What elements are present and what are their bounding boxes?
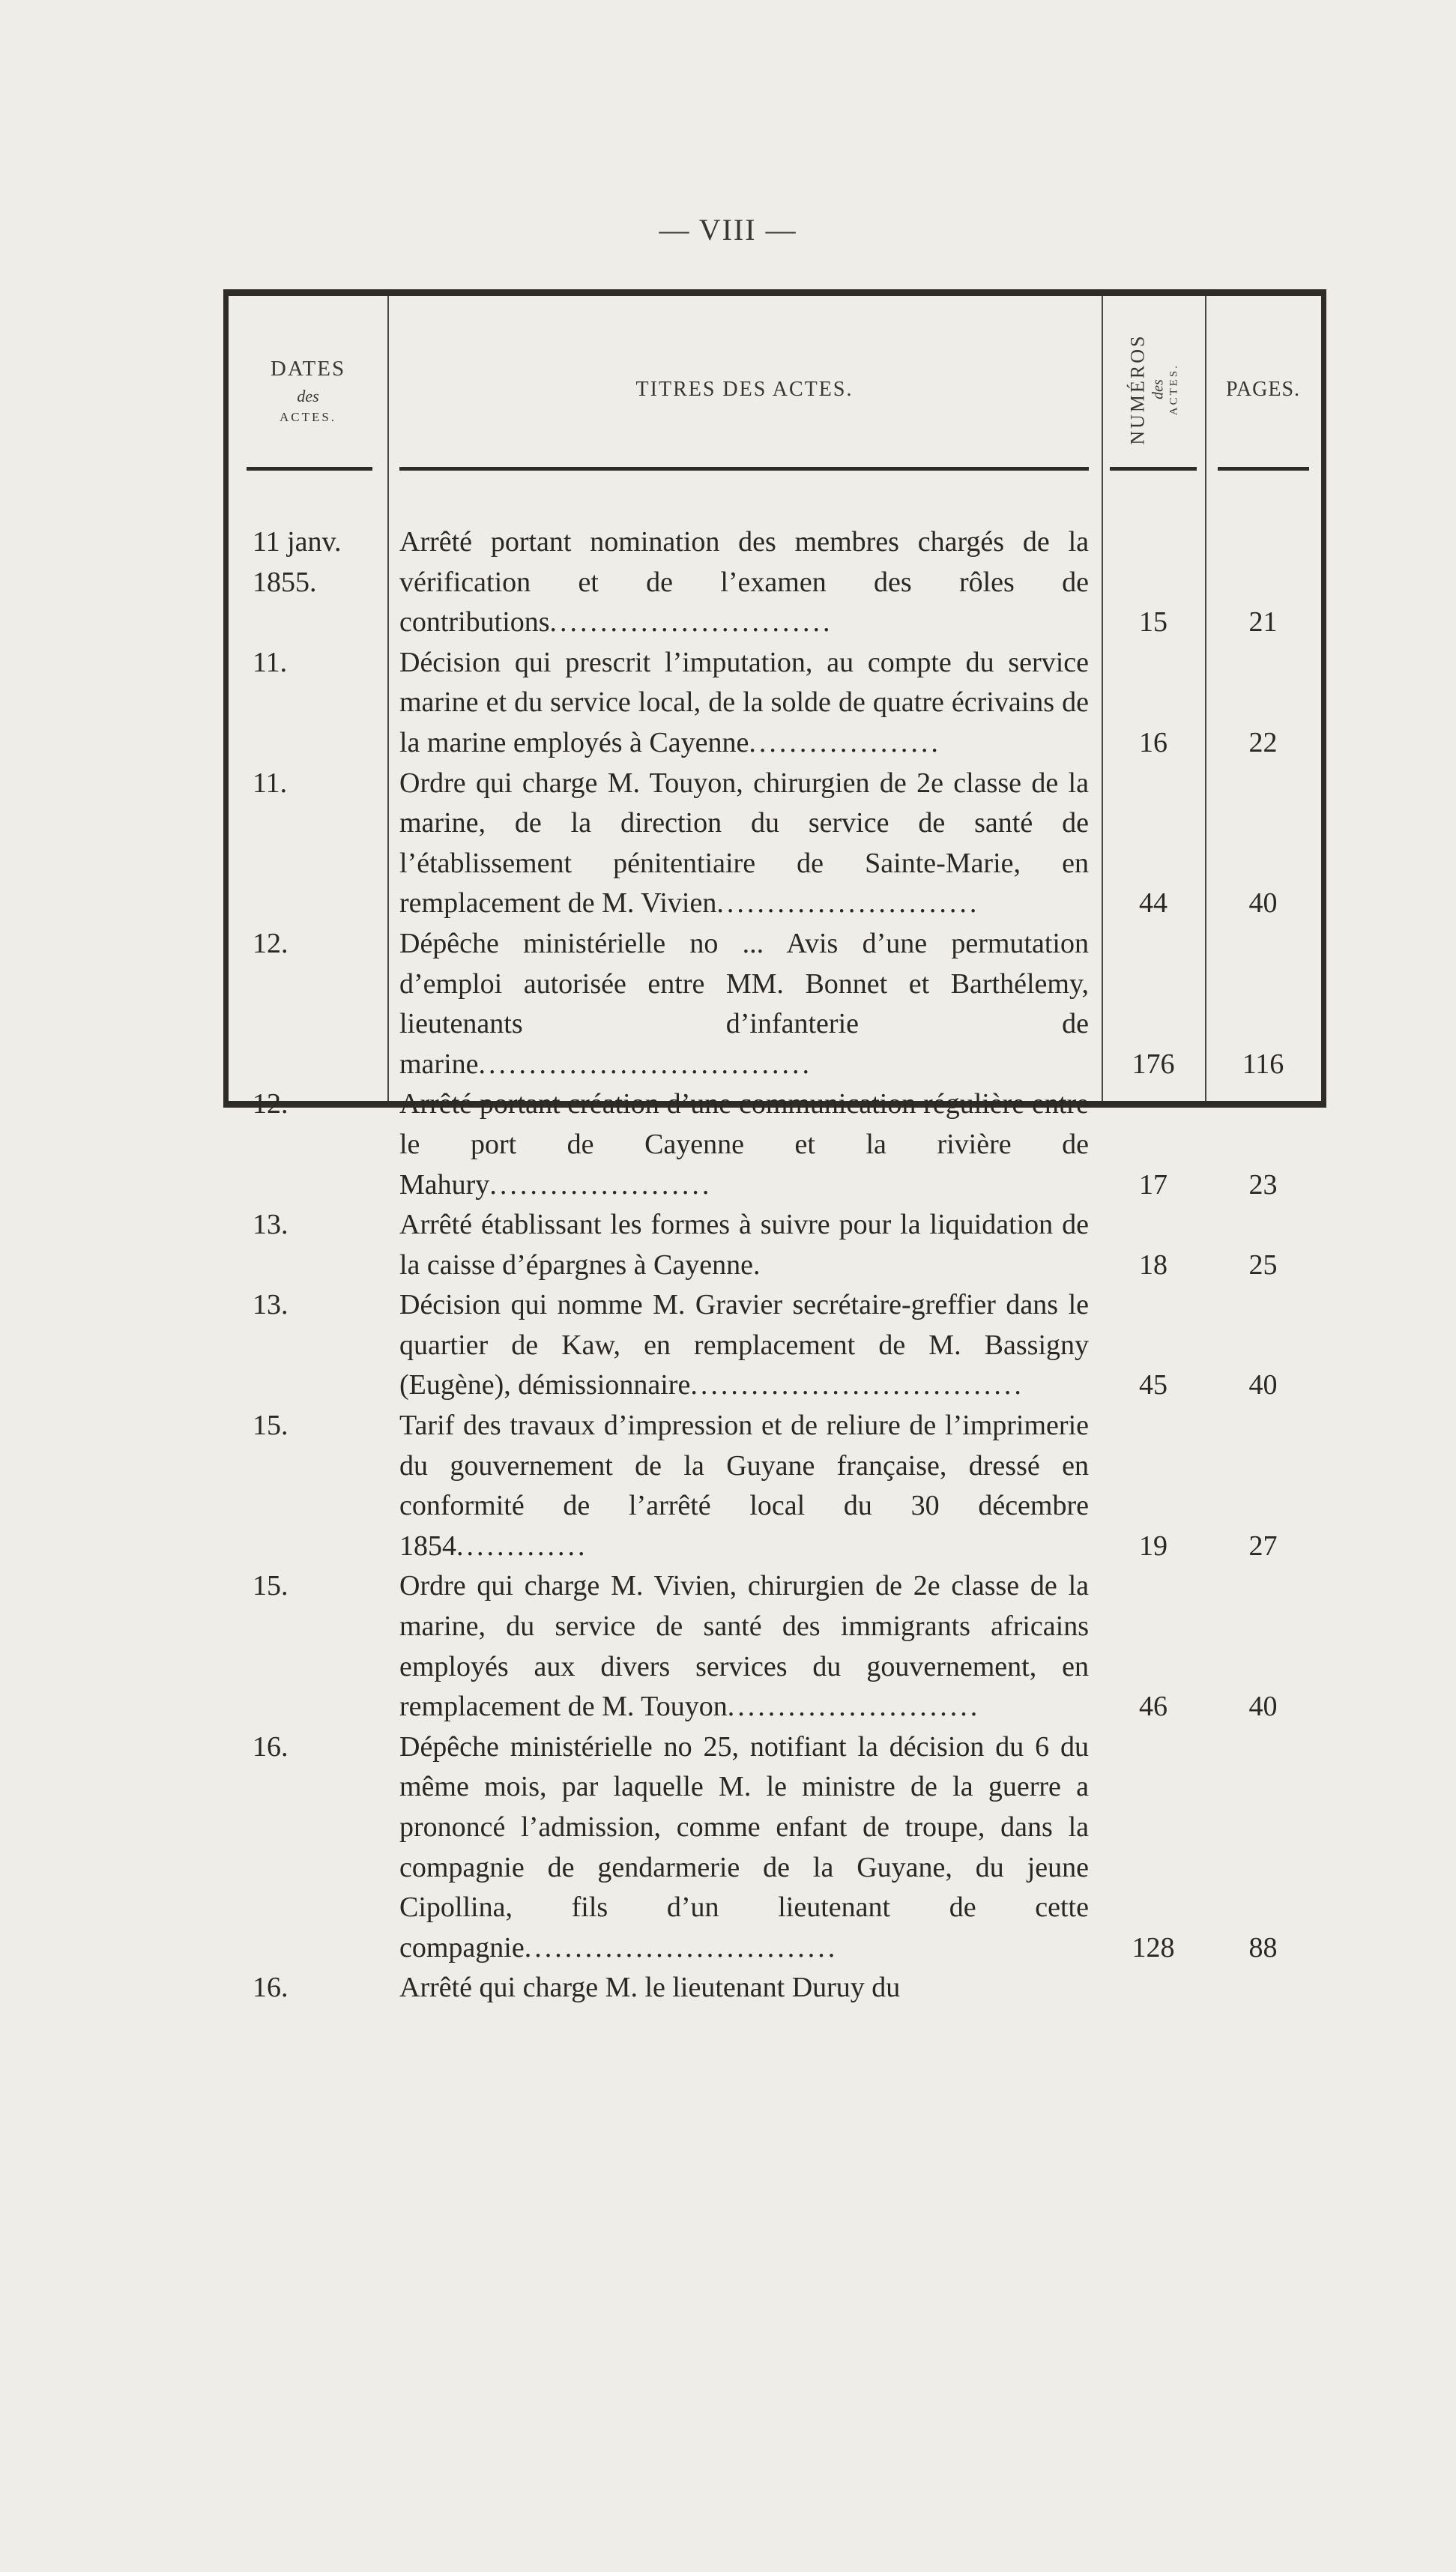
act-title-text: Dépêche ministérielle no 25, notifiant la décision du 6 du même mois, par laquelle M. le ministre de la guerre a prononcé l’admission, comme enfant de troupe, dans la compagnie de gendarmerie de la Guyane, du jeune Cipollina, fils d’un lieutenant de cette compagnie	[399, 1730, 1089, 1963]
header-dates-line2: des	[297, 386, 319, 405]
leader-dots: ......................	[489, 1168, 713, 1201]
act-date	[253, 643, 384, 683]
act-page: 40	[1248, 1691, 1278, 1723]
act-title-text: Ordre qui charge M. Vivien, chirurgien de 2e classe de la marine, du service de santé des immigrants africains employés aux divers services du gouvernement, en remplacement de M. Touyon	[399, 1570, 1089, 1723]
act-title-text: Arrêté portant nomination des membres chargés de la vérification et de l’examen des rôles de contributions	[399, 526, 1089, 639]
leader-dots: ...................	[749, 726, 941, 758]
act-number: 176	[1132, 1048, 1175, 1080]
header-rule	[247, 467, 372, 471]
act-title-text: Dépêche ministérielle no ... Avis d’une permutation d’emploi autorisée entre MM. Bonnet et Barthélemy, lieutenants d’infanterie de marine	[399, 927, 1089, 1080]
act-date-line1: 11.	[253, 646, 288, 678]
header-dates-line3: ACTES.	[279, 409, 337, 424]
act-title	[399, 1205, 1089, 1285]
act-date-line1: 13.	[253, 1209, 289, 1241]
table-row	[229, 1084, 1321, 1205]
header-pages: PAGES.	[1225, 378, 1301, 401]
act-title-text: Ordre qui charge M. Touyon, chirurgien de 2e classe de la marine, de la direction du service de santé de l’établissement pénitentiaire de Sainte-Marie, en remplacement de M. Vivien	[399, 767, 1089, 920]
act-title-text: Tarif des travaux d’impression et de reliure de l’imprimerie du gouvernement de la Guyane française, dressé en conformité de l’arrêté local du 30 décembre 1854	[399, 1410, 1089, 1562]
act-date	[253, 1727, 384, 1768]
act-date	[253, 1968, 384, 2008]
act-title	[399, 924, 1089, 1084]
act-date	[253, 522, 384, 603]
act-number: 18	[1139, 1249, 1167, 1281]
act-title	[399, 1566, 1089, 1727]
header-numeros-line1: NUMÉROS	[1126, 333, 1149, 446]
act-date-line1: 16.	[253, 1730, 289, 1763]
act-title	[399, 1406, 1089, 1566]
leader-dots: .................................	[478, 1048, 813, 1080]
table-row	[229, 764, 1321, 924]
acts-table	[223, 289, 1326, 2004]
act-number: 19	[1139, 1530, 1167, 1562]
header-numeros-line3: ACTES.	[1167, 363, 1180, 416]
table-row	[229, 924, 1321, 1084]
act-date-line1: 12.	[253, 927, 289, 959]
act-date-line1: 13.	[253, 1289, 289, 1321]
table-row	[229, 643, 1321, 764]
act-page: 25	[1248, 1249, 1278, 1281]
act-title	[399, 522, 1089, 643]
leader-dots: ............................	[549, 606, 833, 639]
leader-dots: .............	[456, 1530, 588, 1562]
header-rule	[1218, 467, 1309, 471]
table-row	[229, 1566, 1321, 1727]
act-title-text: Décision qui prescrit l’imputation, au compte du service marine et du service local, de la solde de quatre écrivains de la marine employés à Cayenne	[399, 646, 1089, 758]
act-date-line1: 11.	[253, 767, 288, 799]
act-number: 15	[1139, 606, 1167, 639]
act-title-text: Arrêté portant création d’une communication régulière entre le port de Cayenne et la rivière de Mahury	[399, 1088, 1089, 1201]
header-dates-line1: DATES	[270, 356, 346, 381]
act-number: 128	[1132, 1931, 1175, 1963]
table-row	[229, 1968, 1321, 2008]
header-rule	[399, 467, 1089, 471]
act-page: 40	[1248, 887, 1278, 920]
table-body	[229, 522, 1321, 2008]
act-page: 22	[1248, 726, 1278, 758]
act-number: 46	[1139, 1691, 1167, 1723]
act-date-line1: 11 janv.	[253, 526, 342, 558]
table-row	[229, 1285, 1321, 1406]
act-date-line1: 16.	[253, 1972, 289, 2004]
page-number: — VIII —	[659, 213, 797, 247]
leader-dots: ...............................	[524, 1931, 839, 1963]
table-row	[229, 1205, 1321, 1285]
act-date-line2: 1855.	[253, 566, 317, 598]
act-number: 45	[1139, 1369, 1167, 1401]
act-date	[253, 1084, 384, 1125]
act-page: 23	[1248, 1168, 1278, 1201]
act-date-line1: 15.	[253, 1410, 289, 1442]
table-row	[229, 1727, 1321, 1969]
act-page: 21	[1248, 606, 1278, 639]
header-rule	[1110, 467, 1197, 471]
act-page: 27	[1248, 1530, 1278, 1562]
act-title	[399, 764, 1089, 924]
table-row	[229, 522, 1321, 643]
act-title-text: Arrêté qui charge M. le lieutenant Duruy du	[399, 1972, 901, 2004]
act-date-line1: 12.	[253, 1088, 289, 1120]
act-date	[253, 1566, 384, 1607]
act-title-text: Arrêté établissant les formes à suivre pour la liquidation de la caisse d’épargnes à Cayenne.	[399, 1209, 1089, 1281]
act-title	[399, 1084, 1089, 1205]
act-date	[253, 1285, 384, 1326]
act-date	[253, 764, 384, 804]
leader-dots: .................................	[690, 1369, 1024, 1401]
table-row	[229, 1406, 1321, 1566]
header-dates	[229, 296, 387, 483]
act-title	[399, 643, 1089, 764]
act-page: 116	[1242, 1048, 1284, 1080]
header-titles: TITRES DES ACTES.	[635, 378, 854, 401]
act-number: 16	[1139, 726, 1167, 758]
act-title	[399, 1727, 1089, 1969]
act-date	[253, 924, 384, 964]
act-date-line1: 15.	[253, 1570, 289, 1602]
act-number: 44	[1139, 887, 1167, 920]
act-date	[253, 1205, 384, 1246]
act-title	[399, 1968, 1089, 2008]
act-page: 88	[1248, 1931, 1278, 1963]
act-date	[253, 1406, 384, 1446]
leader-dots: .........................	[727, 1691, 981, 1723]
act-title	[399, 1285, 1089, 1406]
leader-dots: ..........................	[716, 887, 980, 920]
act-page: 40	[1248, 1369, 1278, 1401]
header-numeros-line2: des	[1150, 379, 1167, 400]
act-number: 17	[1139, 1168, 1167, 1201]
header-numeros	[1102, 296, 1205, 483]
act-title-text: Décision qui nomme M. Gravier secrétaire-greffier dans le quartier de Kaw, en remplacement de M. Bassigny (Eugène), démissionnaire	[399, 1289, 1089, 1401]
